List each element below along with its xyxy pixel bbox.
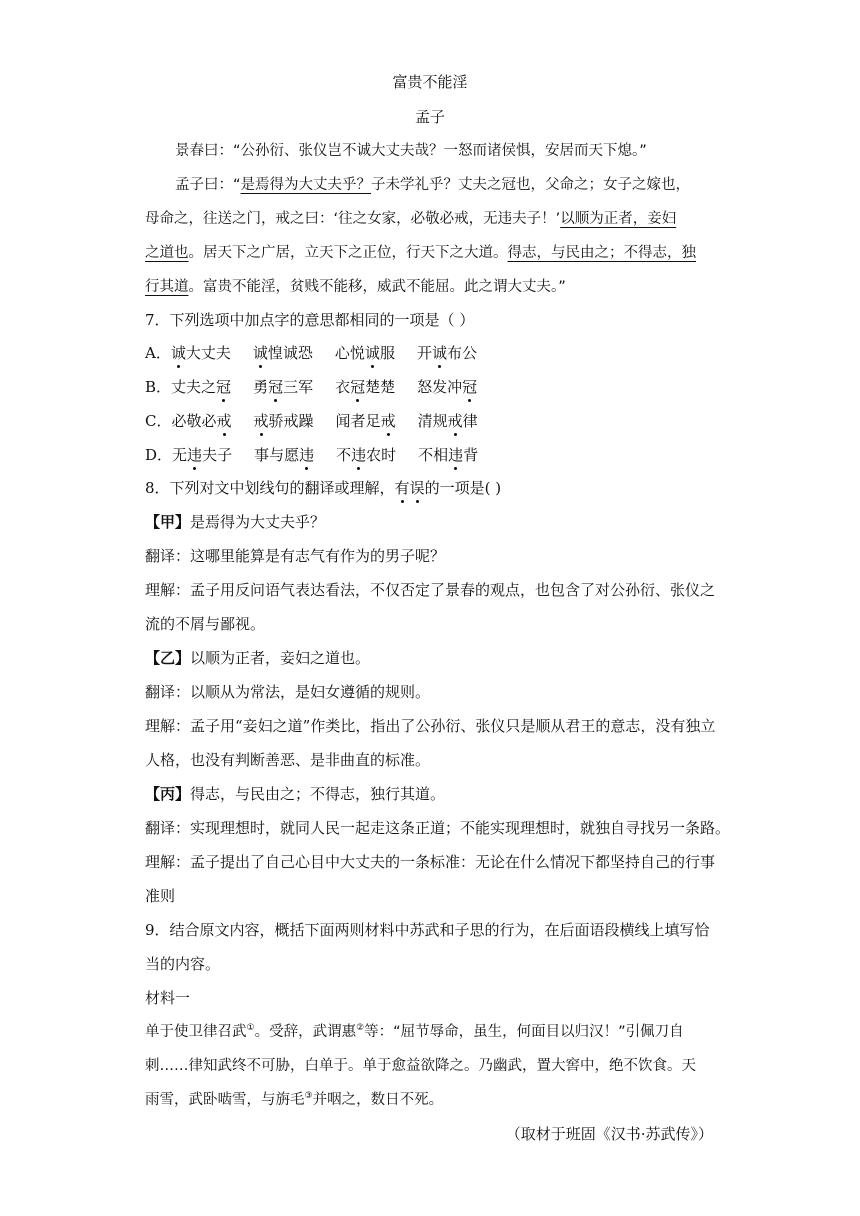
label-yi: 【乙】 xyxy=(145,649,191,667)
text-segment: 是焉得为大丈夫乎？ xyxy=(190,513,326,531)
text-segment: 以顺为正者，妾妇之道也。 xyxy=(190,649,371,667)
passage-title: 富贵不能淫 xyxy=(392,73,468,91)
dotted-char: 诚 xyxy=(431,344,447,362)
label-jia: 【甲】 xyxy=(145,513,191,531)
text-segment: 得志，与民由之；不得志，独行其道。 xyxy=(190,785,446,803)
dotted-char: 违 xyxy=(187,446,203,464)
q8-yi-understanding-1: 理解：孟子用“妾妇之道”作类比，指出了公孙衍、张仪只是顺从君王的意志，没有独立 xyxy=(145,717,716,735)
text-segment: 8．下列对文中划线句的翻译或理解， xyxy=(145,479,395,497)
text-segment: 不 xyxy=(336,446,352,464)
underlined-sentence-yi: 以顺为正者，妾妇 xyxy=(560,211,677,227)
text-segment: 无 xyxy=(172,446,188,464)
dotted-char: 违 xyxy=(351,446,367,464)
text-segment: 。受辞，武谓惠 xyxy=(254,1024,357,1040)
dotted-char: 冠 xyxy=(462,378,478,396)
text-segment: 服 xyxy=(379,344,395,362)
material-1-line-3 xyxy=(145,1090,717,1110)
dotted-char: 误 xyxy=(409,479,425,497)
passage-paragraph-2-line-4 xyxy=(145,277,717,297)
q8-yi-translation: 翻译：以顺从为常法，是妇女遵循的规则。 xyxy=(145,683,431,701)
option-phrase xyxy=(417,377,477,397)
footnote-mark: ① xyxy=(246,1023,255,1034)
question-9-stem-1: 9．结合原文内容，概括下面两则材料中苏武和子思的行为，在后面语段横线上填写恰 xyxy=(145,921,710,939)
dotted-char: 戒 xyxy=(216,412,232,430)
dotted-char: 违 xyxy=(299,446,315,464)
option-phrase xyxy=(253,343,313,363)
option-phrase xyxy=(171,377,231,397)
option-phrase xyxy=(253,377,313,397)
text-segment: 闻者足 xyxy=(335,412,381,430)
q8-jia-understanding-1: 理解：孟子用反问语气表达看法，不仅否定了景春的观点，也包含了对公孙衍、张仪之 xyxy=(145,581,716,599)
question-9-stem-2: 当的内容。 xyxy=(145,955,221,973)
text-segment: 孟子曰：“ xyxy=(175,177,241,193)
option-phrase xyxy=(417,343,477,363)
text-segment: 母命之，往送之门，戒之曰：‘往之女家，必敬必戒，无违夫子！’ xyxy=(145,211,561,227)
underlined-sentence-jia: 是焉得为大丈夫乎？ xyxy=(240,177,372,193)
option-phrase xyxy=(171,411,231,431)
text-segment: 律 xyxy=(462,412,478,430)
text-segment: 布公 xyxy=(446,344,477,362)
q7-option-row xyxy=(145,445,717,465)
text-segment: 并咽之，数日不死。 xyxy=(312,1092,444,1108)
text-segment: 农时 xyxy=(366,446,397,464)
material-1-line-2: 刺……律知武终不可胁，白单于。单于愈益欲降之。乃幽武，置大窖中，绝不饮食。天 xyxy=(145,1058,696,1074)
option-phrase xyxy=(336,445,396,465)
footnote-mark: ③ xyxy=(304,1091,313,1102)
option-phrase xyxy=(335,377,395,397)
option-phrase xyxy=(418,411,478,431)
material-1-label: 材料一 xyxy=(145,989,191,1007)
text-segment: 大丈夫 xyxy=(185,344,231,362)
option-phrase xyxy=(172,445,232,465)
footnote-mark: ② xyxy=(356,1023,365,1034)
text-segment: 衣 xyxy=(335,378,351,396)
material-1-source: （取材于班固《汉书·苏武传》） xyxy=(505,1125,713,1143)
option-phrase xyxy=(418,445,478,465)
q8-yi-understanding-2: 人格，也没有判断善恶、是非曲直的标准。 xyxy=(145,751,431,769)
text-segment: 不相 xyxy=(418,446,449,464)
passage-author: 孟子 xyxy=(414,108,445,126)
dotted-char: 戒 xyxy=(380,412,396,430)
text-segment: 。富贵不能淫，贫贱不能移，威武不能屈。此之谓大丈夫。” xyxy=(188,279,566,295)
question-8-stem xyxy=(145,478,717,498)
option-phrase xyxy=(335,343,395,363)
text-segment: 三军 xyxy=(283,378,314,396)
text-segment: 开 xyxy=(416,344,432,362)
text-segment: 夫子 xyxy=(202,446,233,464)
text-segment: 单于使卫律召武 xyxy=(145,1024,247,1040)
text-segment: 勇 xyxy=(253,378,269,396)
q8-bing-translation: 翻译：实现理想时，就同人民一起走这条正道；不能实现理想时，就独自寻找另一条路。 xyxy=(145,819,731,837)
q8-jia-sentence xyxy=(145,512,717,532)
text-segment: 的一项是( ) xyxy=(424,479,502,497)
dotted-char: 违 xyxy=(448,446,464,464)
passage-paragraph-2-line-2 xyxy=(145,209,717,229)
q7-option-row xyxy=(145,343,717,363)
passage-paragraph-1: 景春曰：“公孙衍、张仪岂不诚大丈夫哉？一怒而诸侯惧，安居而天下熄。” xyxy=(175,143,647,159)
option-phrase xyxy=(254,411,314,431)
q8-bing-understanding-2: 准则 xyxy=(145,887,176,905)
option-phrase xyxy=(336,411,396,431)
dotted-char: 冠 xyxy=(268,378,284,396)
dotted-char: 戒 xyxy=(253,412,269,430)
text-segment: 楚楚 xyxy=(365,378,396,396)
text-segment: 怒发冲 xyxy=(417,378,463,396)
text-segment: 等：“屈节辱命，虽生，何面目以归汉！”引佩刀自 xyxy=(364,1024,684,1040)
dotted-char: 有 xyxy=(394,479,410,497)
option-label: C． xyxy=(145,412,172,430)
dotted-char: 戒 xyxy=(447,412,463,430)
material-1-line-1 xyxy=(145,1022,717,1042)
option-label: D． xyxy=(145,446,173,464)
text-segment: 背 xyxy=(463,446,479,464)
q8-jia-translation: 翻译：这哪里能算是有志气有作为的男子呢？ xyxy=(145,547,446,565)
text-segment: 雨雪，武卧啮雪，与旃毛 xyxy=(145,1092,305,1108)
underlined-sentence-bing-end: 行其道 xyxy=(145,279,189,295)
q8-yi-sentence xyxy=(145,648,717,668)
dotted-char: 冠 xyxy=(350,378,366,396)
question-7-stem: 7．下列选项中加点字的意思都相同的一项是（ ） xyxy=(145,311,475,329)
option-label: A． xyxy=(145,344,171,362)
option-phrase xyxy=(171,343,231,363)
underlined-sentence-yi-end: 之道也 xyxy=(145,245,189,261)
text-segment: 骄戒躁 xyxy=(268,412,314,430)
underlined-sentence-bing: 得志，与民由之；不得志，独 xyxy=(507,245,696,261)
q8-bing-sentence xyxy=(145,784,717,804)
passage-paragraph-2-line-1 xyxy=(145,175,717,195)
q7-option-row xyxy=(145,377,717,397)
text-segment: 清规 xyxy=(417,412,448,430)
text-segment: 心悦 xyxy=(334,344,365,362)
q8-bing-understanding-1: 理解：孟子提出了自己心目中大丈夫的一条标准：无论在什么情况下都坚持自己的行事 xyxy=(145,853,716,871)
text-segment: 子未学礼乎？丈夫之冠也，父命之；女子之嫁也， xyxy=(371,177,691,193)
q7-option-row xyxy=(145,411,717,431)
passage-paragraph-2-line-3 xyxy=(145,243,717,263)
dotted-char: 诚 xyxy=(170,344,186,362)
option-phrase xyxy=(254,445,314,465)
text-segment: 丈夫之 xyxy=(171,378,217,396)
label-bing: 【丙】 xyxy=(145,785,191,803)
text-segment: 惶诚恐 xyxy=(267,344,313,362)
option-label: B． xyxy=(145,378,172,396)
dotted-char: 诚 xyxy=(252,344,268,362)
q8-jia-understanding-2: 流的不屑与鄙视。 xyxy=(145,615,266,633)
dotted-char: 冠 xyxy=(216,378,232,396)
dotted-char: 诚 xyxy=(364,344,380,362)
text-segment: 。居天下之广居，立天下之正位，行天下之大道。 xyxy=(188,245,508,261)
text-segment: 事与愿 xyxy=(254,446,300,464)
text-segment: 必敬必 xyxy=(171,412,217,430)
